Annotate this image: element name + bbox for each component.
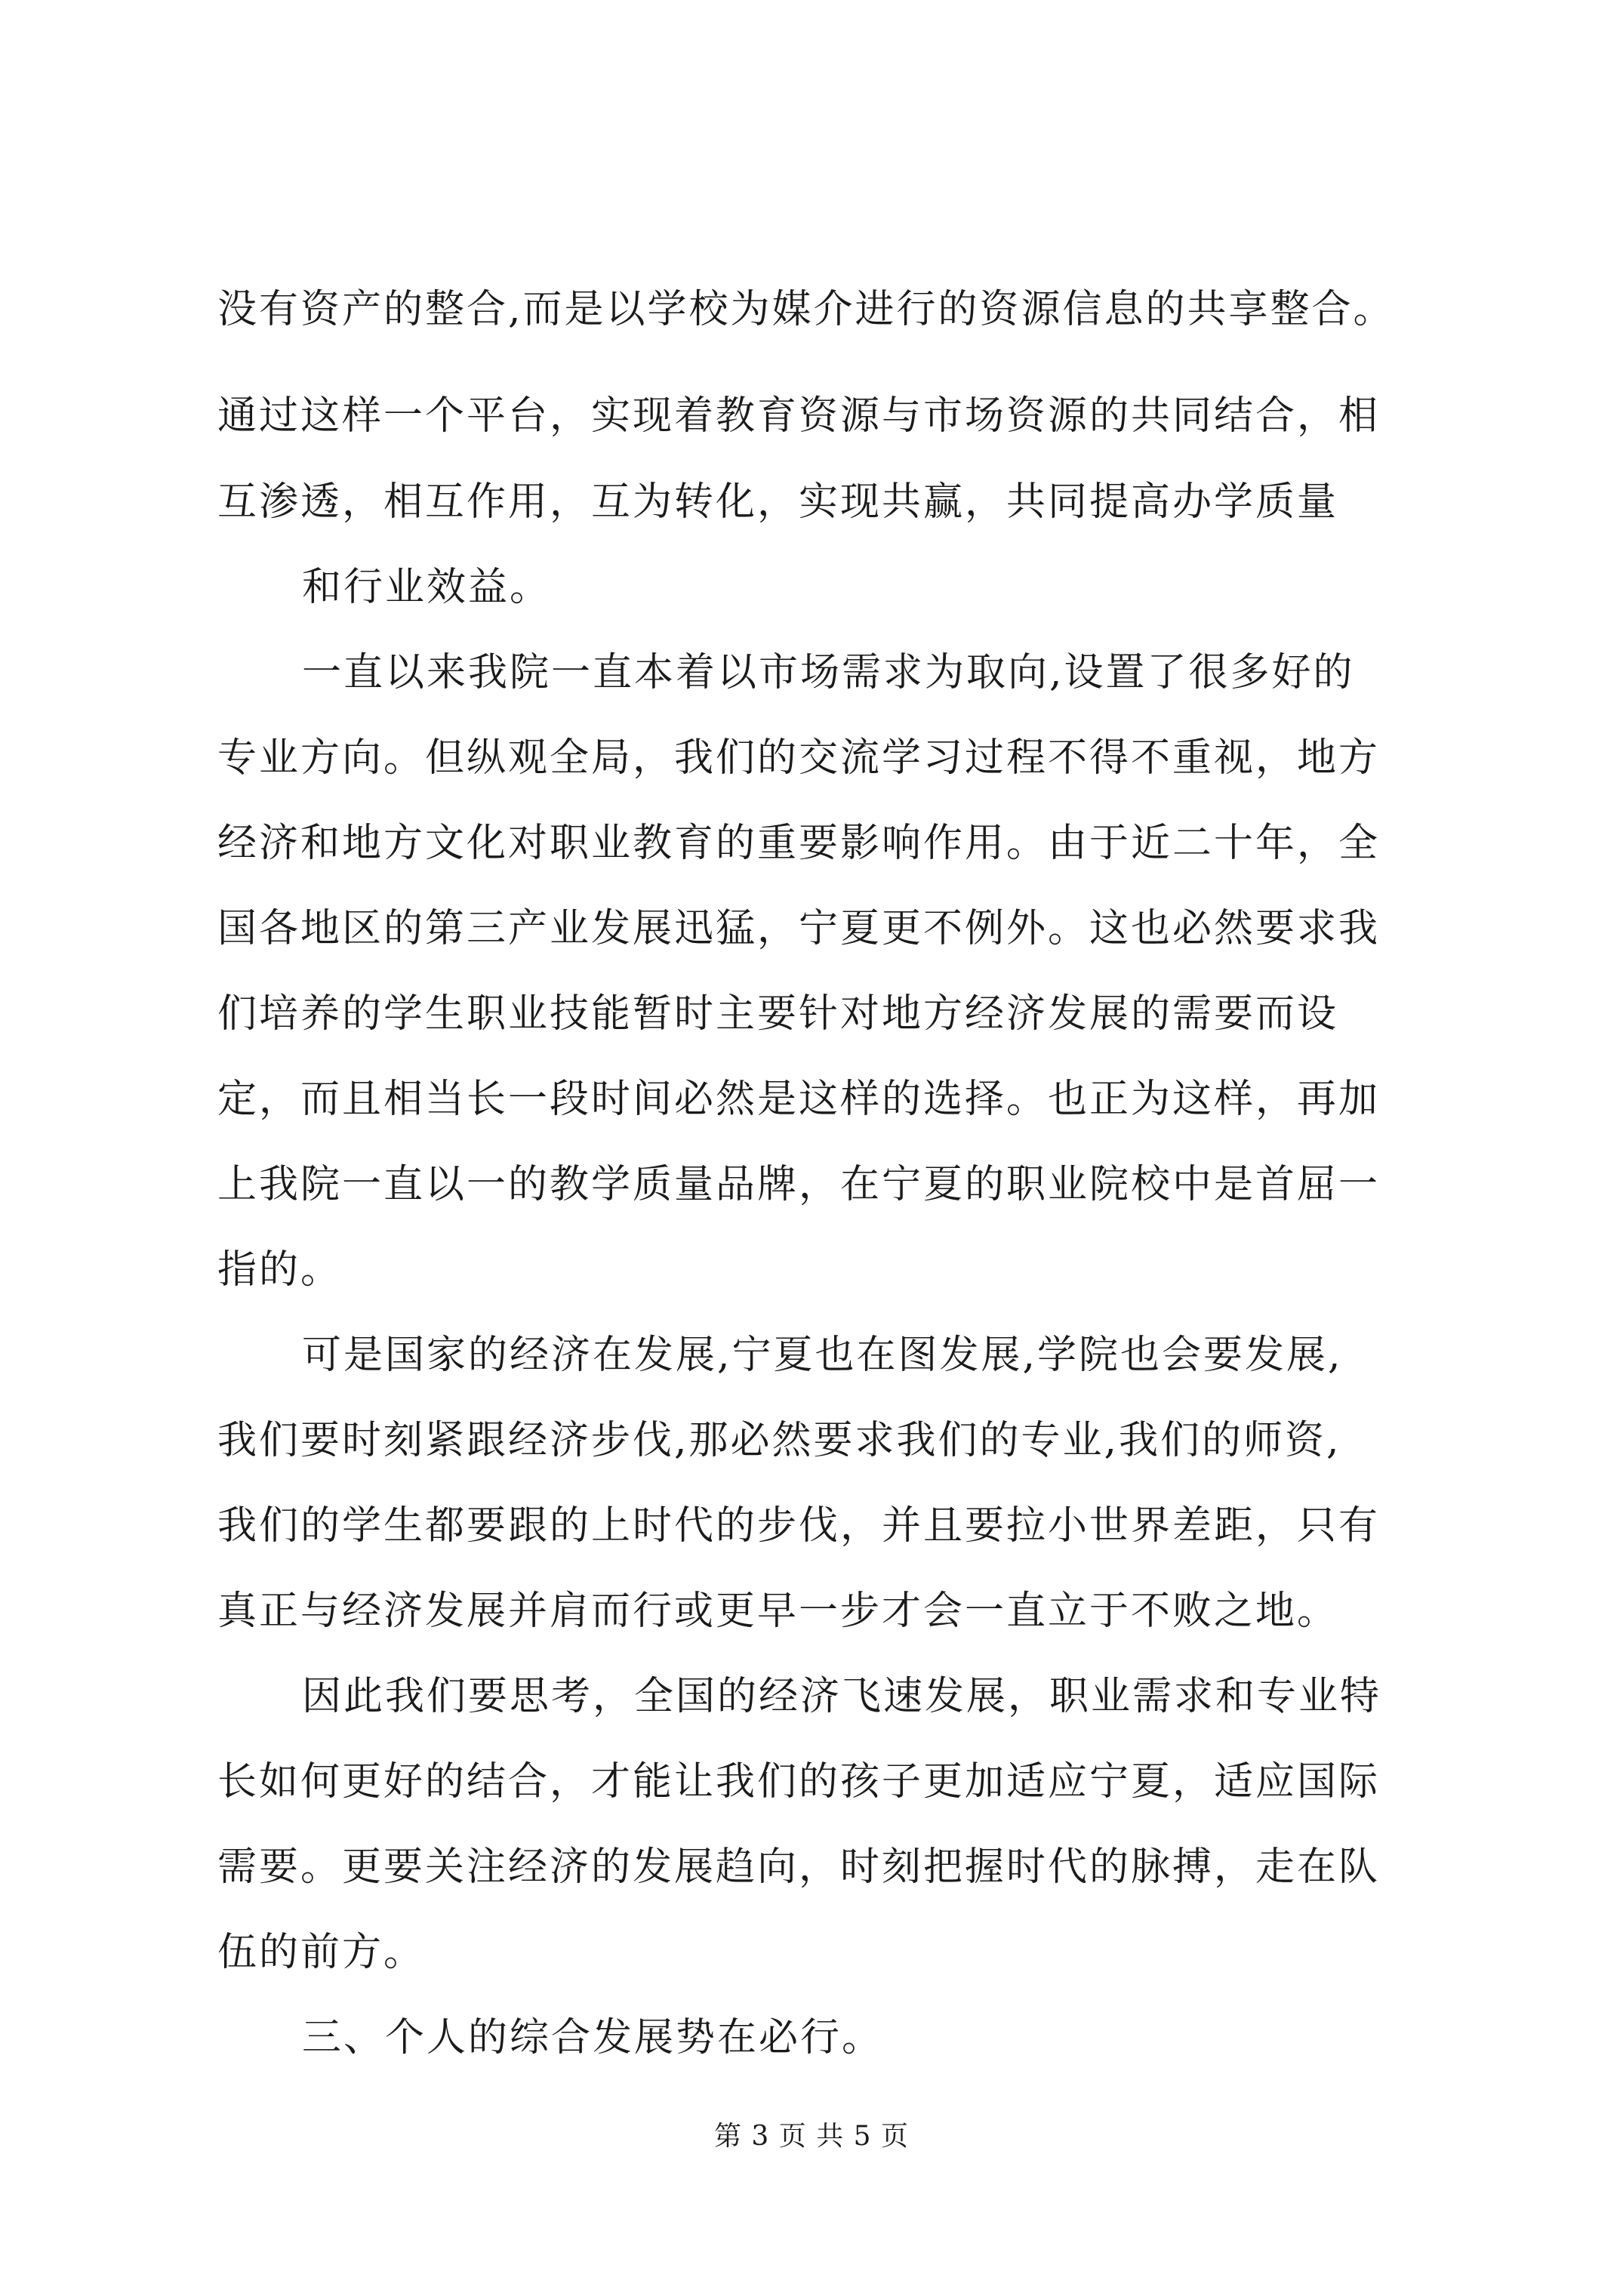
text-line: 和行业效益。 [302, 565, 552, 610]
text-line: 经济和地方文化对职业教育的重要影响作用。由于近二十年，全 [217, 821, 1381, 866]
page-number-footer: 第 3 页 共 5 页 [713, 2121, 910, 2152]
text-line: 需要。更要关注经济的发展趋向，时刻把握时代的脉搏，走在队 [217, 1845, 1381, 1890]
text-line: 没有资产的整合,而是以学校为媒介进行的资源信息的共享整合。 [217, 287, 1395, 332]
text-line: 指的。 [217, 1247, 343, 1293]
text-line: 我们要时刻紧跟经济步伐,那必然要求我们的专业,我们的师资, [217, 1418, 1341, 1463]
text-line: 通过这样一个平台，实现着教育资源与市场资源的共同结合，相 [217, 393, 1381, 439]
text-line: 可是国家的经济在发展,宁夏也在图发展,学院也会要发展, [302, 1333, 1343, 1378]
text-line: 定，而且相当长一段时间必然是这样的选择。也正为这样，再加 [217, 1077, 1381, 1122]
text-line: 长如何更好的结合，才能让我们的孩子更加适应宁夏，适应国际 [217, 1759, 1381, 1804]
text-line: 上我院一直以一的教学质量品牌，在宁夏的职业院校中是首屈一 [217, 1162, 1381, 1207]
text-line: 我们的学生都要跟的上时代的步伐，并且要拉小世界差距，只有 [217, 1503, 1381, 1549]
text-line: 一直以来我院一直本着以市场需求为取向,设置了很多好的 [302, 650, 1355, 695]
text-line: 专业方向。但纵观全局，我们的交流学习过程不得不重视，地方 [217, 735, 1381, 781]
text-line: 真正与经济发展并肩而行或更早一步才会一直立于不败之地。 [217, 1589, 1339, 1634]
section-heading: 三、个人的综合发展势在必行。 [302, 2015, 884, 2060]
text-line: 们培养的学生职业技能暂时主要针对地方经济发展的需要而设 [217, 991, 1339, 1037]
text-line: 国各地区的第三产业发展迅猛，宁夏更不例外。这也必然要求我 [217, 906, 1381, 951]
text-line: 伍的前方。 [217, 1930, 426, 1975]
text-line: 因此我们要思考，全国的经济飞速发展，职业需求和专业特 [302, 1674, 1382, 1719]
text-line: 互渗透，相互作用，互为转化，实现共赢，共同提高办学质量 [217, 479, 1339, 525]
